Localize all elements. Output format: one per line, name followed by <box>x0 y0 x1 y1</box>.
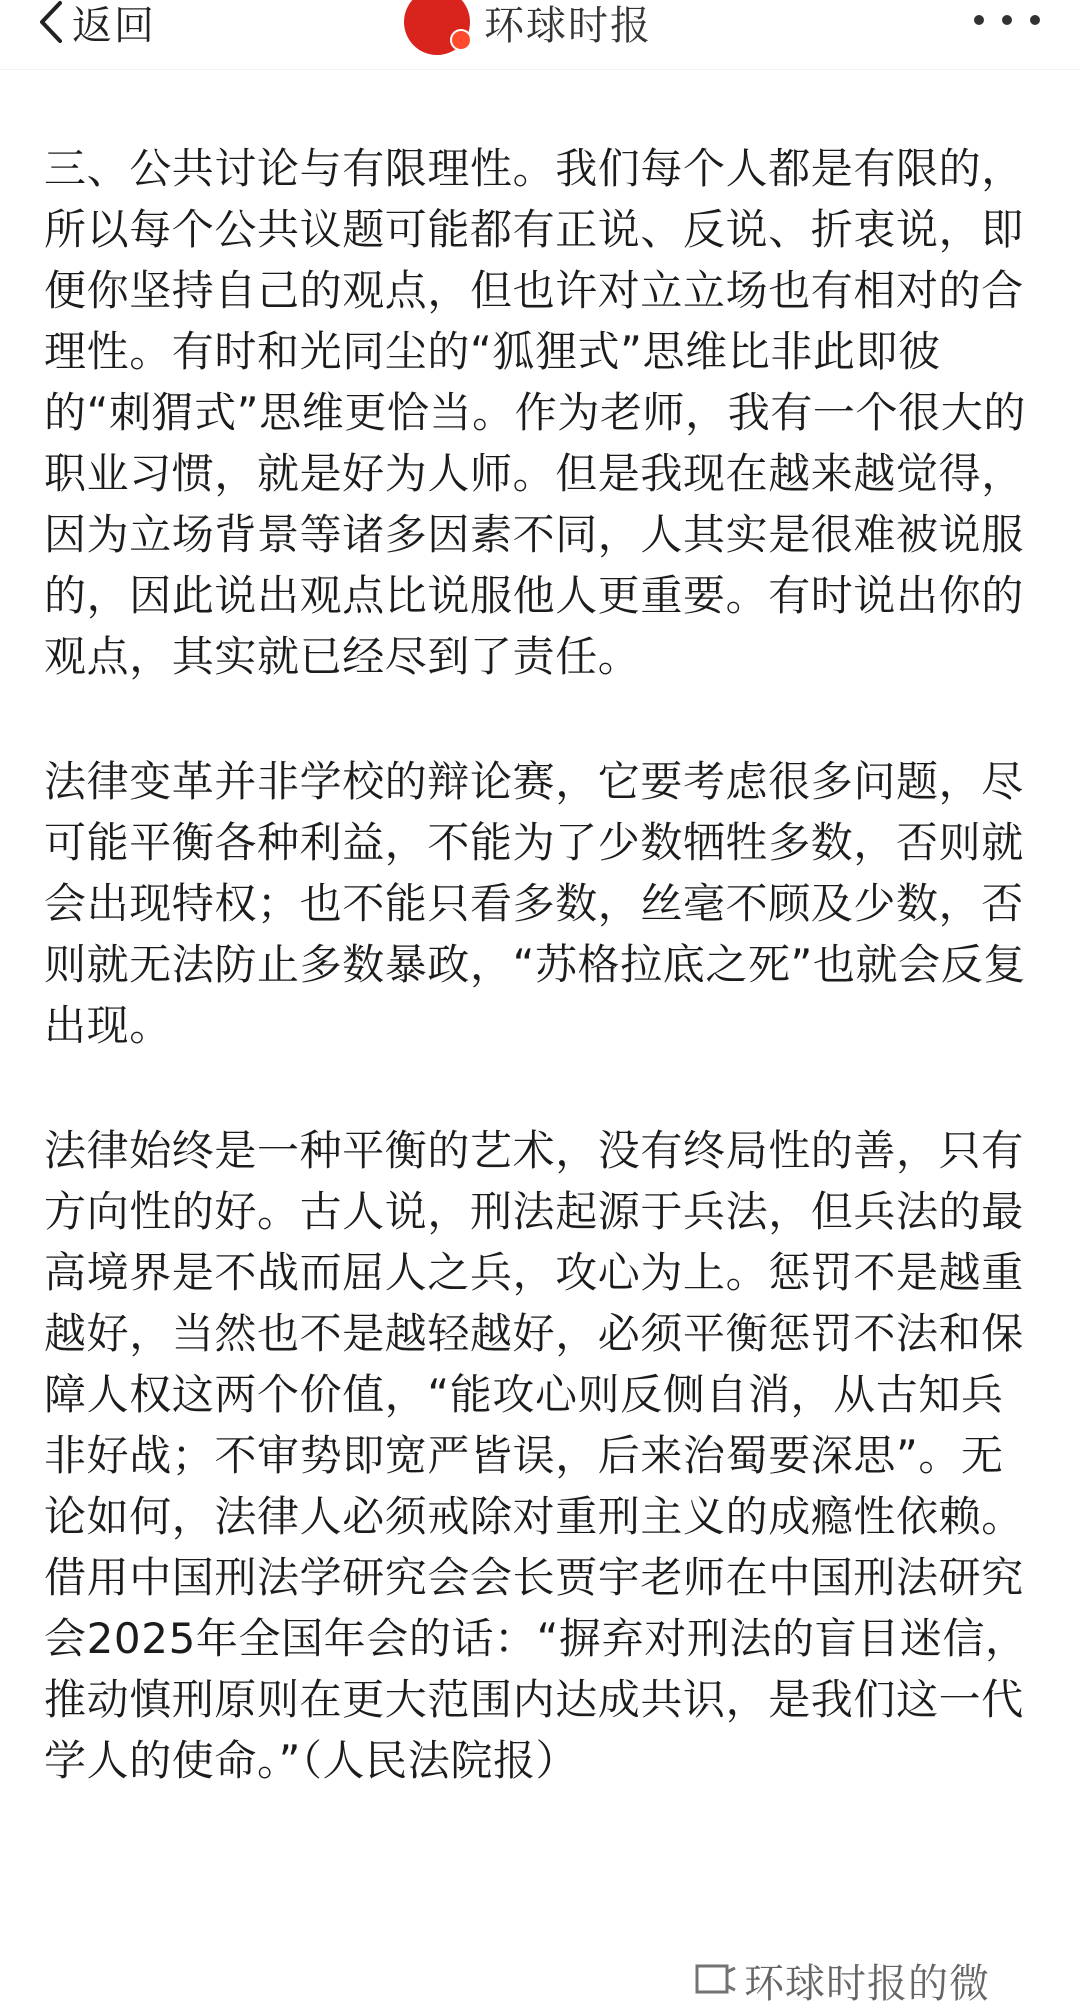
more-dots-icon[interactable] <box>974 8 1040 32</box>
more-dot <box>1002 15 1012 25</box>
verified-badge-icon <box>450 29 472 51</box>
chevron-left-icon <box>36 0 66 45</box>
back-button[interactable] <box>36 0 156 52</box>
image-frame-icon <box>694 1960 738 2000</box>
watermark <box>694 1955 990 2005</box>
back-label: 返回 <box>72 2 156 49</box>
more-dot <box>974 15 984 25</box>
article-paragraph-1: 三、公共讨论与有限理性。我们每个人都是有限的，所以每个公共议题可能都有正说、反说、折衷说，即便你坚持自己的观点，但也许对立立场也有相对的合理性。有时和光同尘的“狐狸式”思维比非此即彼的“刺猬式”思维更恰当。作为老师，我有一个很大的职业习惯，就是好为人师。但是我现在越来越觉得，因为立场背景等诸多因素不同，人其实是很难被说服的，因此说出观点比说服他人更重要。有时说出你的观点，其实就已经尽到了责任。 <box>44 144 1026 681</box>
article-body <box>44 138 1044 1791</box>
watermark-text: 环球时报的微 <box>744 1960 990 2007</box>
more-dot <box>1030 15 1040 25</box>
source-name: 环球时报 <box>484 2 652 49</box>
source-account[interactable] <box>404 0 652 56</box>
top-navigation-bar <box>0 0 1080 70</box>
source-logo <box>404 0 470 55</box>
article-paragraph-2: 法律变革并非学校的辩论赛，它要考虑很多问题，尽可能平衡各种利益，不能为了少数牺牲多数，否则就会出现特权；也不能只看多数，丝毫不顾及少数，否则就无法防止多数暴政，“苏格拉底之死”也就会反复出现。 <box>44 757 1026 1050</box>
article-paragraph-3: 法律始终是一种平衡的艺术，没有终局性的善，只有方向性的好。古人说，刑法起源于兵法，但兵法的最高境界是不战而屈人之兵，攻心为上。惩罚不是越重越好，当然也不是越轻越好，必须平衡惩罚不法和保障人权这两个价值，“能攻心则反侧自消，从古知兵非好战；不审势即宽严皆误，后来治蜀要深思”。无论如何，法律人必须戒除对重刑主义的成瘾性依赖。借用中国刑法学研究会会长贾宇老师在中国刑法研究会2025年全国年会的话：“摒弃对刑法的盲目迷信，推动慎刑原则在更大范围内达成共识，是我们这一代学人的使命。”（人民法院报） <box>44 1126 1028 1785</box>
